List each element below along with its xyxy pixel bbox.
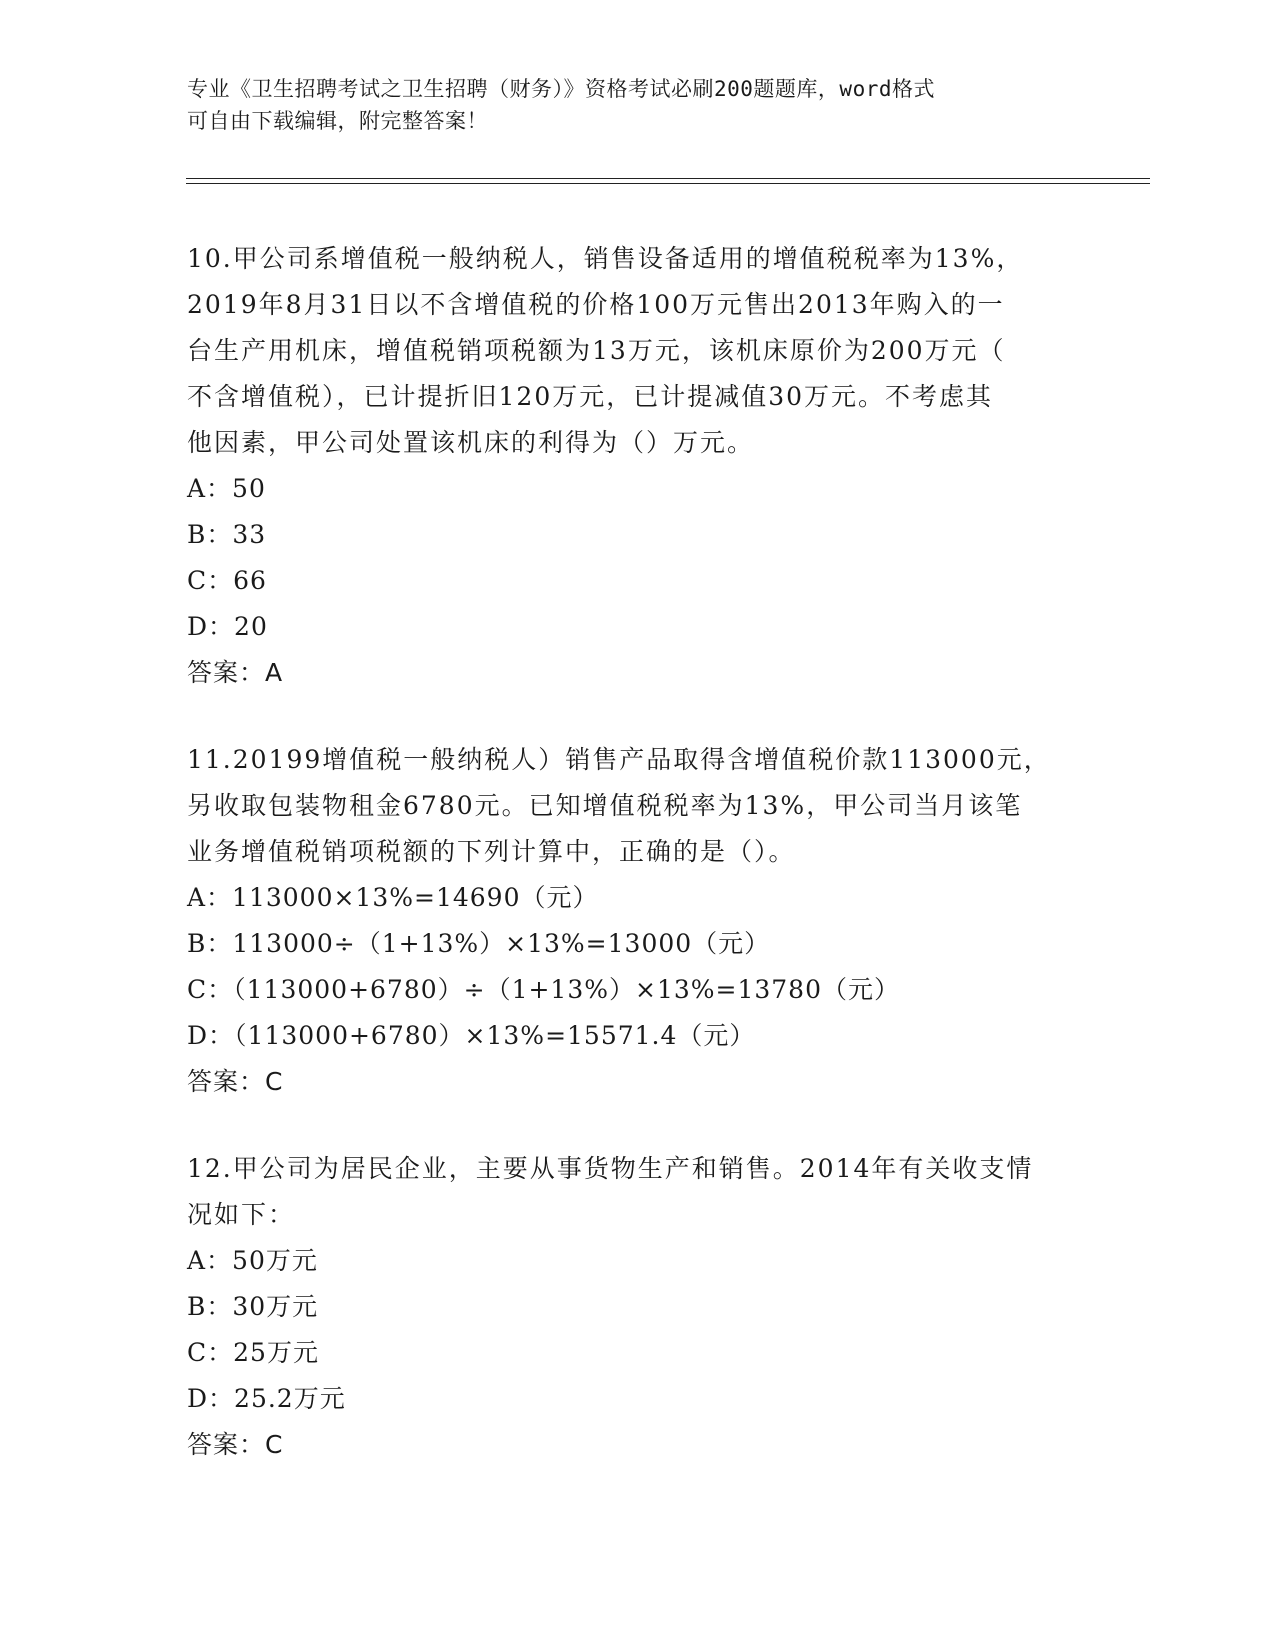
question-stem	[187, 1146, 1067, 1238]
answer-line: 答案：A	[187, 658, 284, 687]
option-d: D：（113000+6780）×13%=15571.4（元）	[187, 1021, 756, 1050]
header-divider-bottom	[186, 183, 1150, 184]
option-b: B：33	[187, 520, 267, 549]
header-title-line-1: 专业《卫生招聘考试之卫生招聘（财务）》资格考试必刷200题题库，word格式	[187, 77, 935, 101]
question-12	[187, 1146, 1067, 1468]
header-title-line-2: 可自由下载编辑，附完整答案！	[187, 109, 488, 133]
question-10	[187, 236, 1067, 696]
stem-line: 11.20199增值税一般纳税人）销售产品取得含增值税价款113000元，	[187, 745, 1051, 774]
option-b: B：30万元	[187, 1292, 319, 1321]
stem-line: 2019年8月31日以不含增值税的价格100万元售出2013年购入的一	[187, 290, 1005, 319]
stem-line: 12.甲公司为居民企业，主要从事货物生产和销售。2014年有关收支情	[187, 1154, 1034, 1183]
stem-line: 况如下：	[187, 1200, 296, 1229]
option-d: D：25.2万元	[187, 1384, 346, 1413]
stem-line: 业务增值税销项税额的下列计算中，正确的是（）。	[187, 837, 796, 866]
stem-line: 不含增值税），已计提折旧120万元，已计提减值30万元。不考虑其	[187, 382, 994, 411]
option-a: A：113000×13%=14690（元）	[187, 883, 599, 912]
header-divider-top	[186, 178, 1150, 179]
option-d: D：20	[187, 612, 268, 641]
question-stem	[187, 737, 1067, 875]
stem-line: 台生产用机床，增值税销项税额为13万元，该机床原价为200万元（	[187, 336, 1006, 365]
answer-line: 答案：C	[187, 1067, 284, 1096]
stem-line: 另收取包装物租金6780元。已知增值税税率为13%，甲公司当月该笔	[187, 791, 1023, 820]
question-11	[187, 737, 1067, 1105]
option-a: A：50	[187, 474, 266, 503]
option-c: C：（113000+6780）÷（1+13%）×13%=13780（元）	[187, 975, 900, 1004]
document-header	[187, 73, 1087, 137]
option-a: A：50万元	[187, 1246, 318, 1275]
option-c: C：25万元	[187, 1338, 319, 1367]
question-stem	[187, 236, 1067, 466]
option-b: B：113000÷（1+13%）×13%=13000（元）	[187, 929, 771, 958]
answer-line: 答案：C	[187, 1430, 284, 1459]
stem-line: 他因素，甲公司处置该机床的利得为（）万元。	[187, 428, 755, 457]
stem-line: 10.甲公司系增值税一般纳税人，销售设备适用的增值税税率为13%，	[187, 244, 1024, 273]
option-c: C：66	[187, 566, 267, 595]
